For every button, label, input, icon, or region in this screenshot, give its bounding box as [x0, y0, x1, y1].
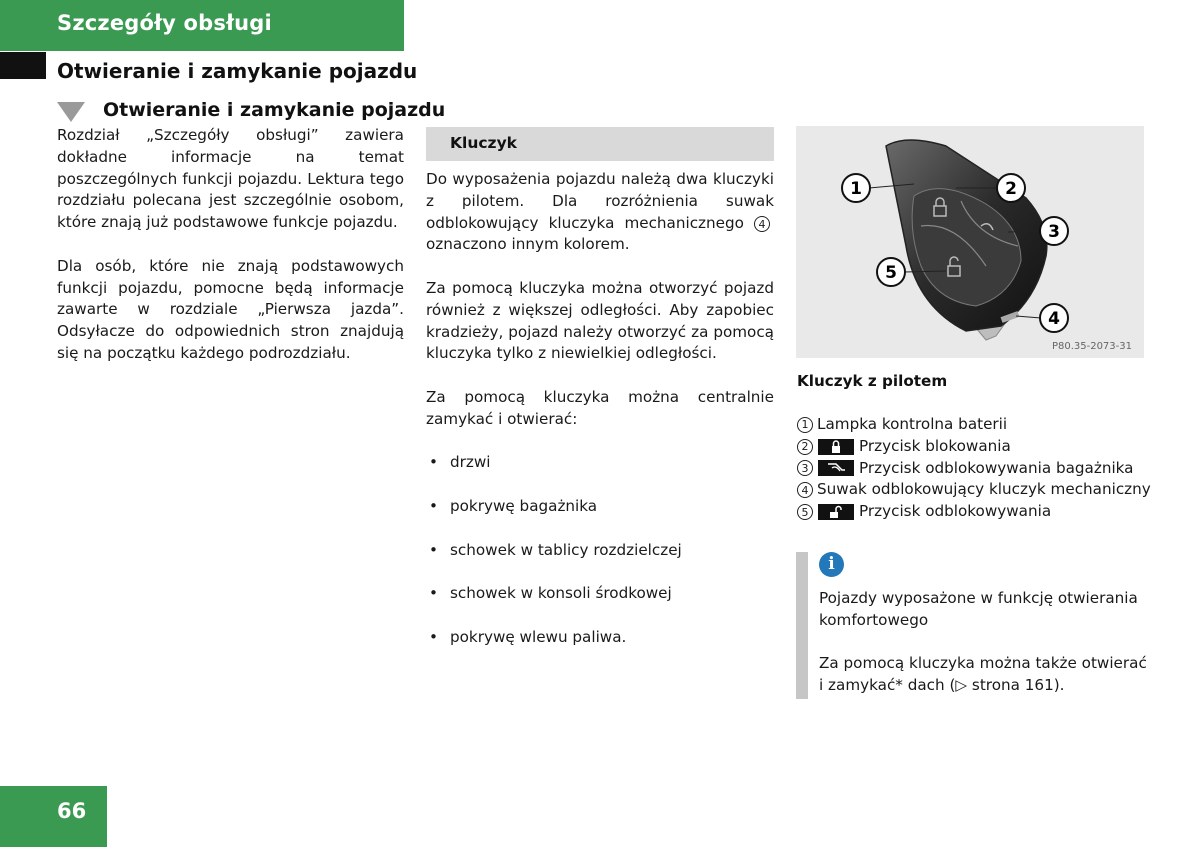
list-item: • drzwi	[429, 453, 491, 472]
figure-caption: Kluczyk z pilotem	[797, 372, 948, 390]
callout-3: 3	[1048, 222, 1060, 242]
legend-number: 4	[797, 482, 813, 498]
legend-item: 1 Lampka kontrolna baterii	[797, 414, 1157, 436]
key-heading-box	[426, 127, 774, 161]
trunk-icon	[818, 460, 854, 476]
list-item: • schowek w konsoli środkowej	[429, 584, 672, 603]
legend-number: 5	[797, 504, 813, 520]
legend-item: 3 Przycisk odblokowywania bagażnika	[797, 458, 1157, 480]
callout-4: 4	[1048, 309, 1060, 329]
key-paragraph: Za pomocą kluczyka można otworzyć pojazd również z większej odległości. Aby zapobiec kradzieży, pojazd należy otworzyć za pomocą kluczyka tylko z niewielkiej odległości.	[426, 278, 774, 363]
lock-closed-icon	[818, 439, 854, 455]
lock-open-icon	[818, 504, 854, 520]
legend-number: 1	[797, 417, 813, 433]
legend-number: 2	[797, 439, 813, 455]
legend-item: 4 Suwak odblokowujący kluczyk mechaniczny	[797, 479, 1157, 501]
info-sidebar	[796, 552, 808, 699]
section-marker	[0, 52, 46, 79]
chapter-title: Szczegóły obsługi	[57, 11, 272, 35]
info-note	[819, 588, 1149, 719]
lock-targets-list	[426, 452, 774, 648]
callout-5: 5	[885, 263, 897, 283]
figure-code: P80.35-2073-31	[1051, 341, 1132, 352]
list-item: • schowek w tablicy rozdzielczej	[429, 540, 682, 559]
legend-item: 2 Przycisk blokowania	[797, 436, 1157, 458]
page-ref-arrow-icon: ▷	[955, 676, 968, 695]
legend-number: 3	[797, 460, 813, 476]
info-icon: i	[819, 552, 844, 577]
key-column	[426, 169, 774, 670]
key-heading: Kluczyk	[450, 134, 517, 152]
section-title: Otwieranie i zamykanie pojazdu	[57, 59, 418, 83]
page-number: 66	[57, 799, 87, 823]
intro-paragraph: Rozdział „Szczegóły obsługi” zawiera dokładne informacje na temat poszczególnych funkcji pojazdu. Lektura tego rozdziału polecana jest szczególnie osobom, które znają już podstawowe funkcje pojazdu.	[57, 126, 404, 232]
info-paragraph: Pojazdy wyposażone w funkcję otwierania komfortowego	[819, 589, 1138, 629]
callout-1: 1	[850, 179, 862, 199]
figure-legend	[797, 414, 1157, 523]
legend-item: 5 Przycisk odblokowywania	[797, 501, 1157, 523]
key-fob-illustration	[796, 126, 1144, 358]
intro-column	[57, 125, 404, 387]
info-paragraph: Za pomocą kluczyka można także otwierać i zamykać* dach (▷ strona 161).	[819, 654, 1147, 695]
subsection-title: Otwieranie i zamykanie pojazdu	[103, 99, 446, 121]
list-item: • pokrywę bagażnika	[429, 496, 598, 515]
triangle-icon	[57, 102, 85, 122]
key-fob-figure	[796, 126, 1144, 358]
key-paragraph: Za pomocą kluczyka można centralnie zamykać i otwierać:	[426, 387, 774, 428]
callout-number: 4	[754, 216, 770, 232]
callout-2: 2	[1005, 179, 1017, 199]
key-paragraph: Do wyposażenia pojazdu należą dwa kluczyki z pilotem. Dla rozróżnienia suwak odblokowujący kluczyka mechanicznego 4 oznaczono innym kolorem.	[426, 170, 774, 254]
list-item: • pokrywę wlewu paliwa.	[429, 627, 627, 646]
intro-paragraph: Dla osób, które nie znają podstawowych funkcji pojazdu, pomocne będą informacje zawarte w rozdziale „Pierwsza jazda”. Odsyłacze do odpowiednich stron znajdują się na początku każdego podrozdziału.	[57, 256, 404, 362]
page-number-box	[0, 786, 107, 847]
